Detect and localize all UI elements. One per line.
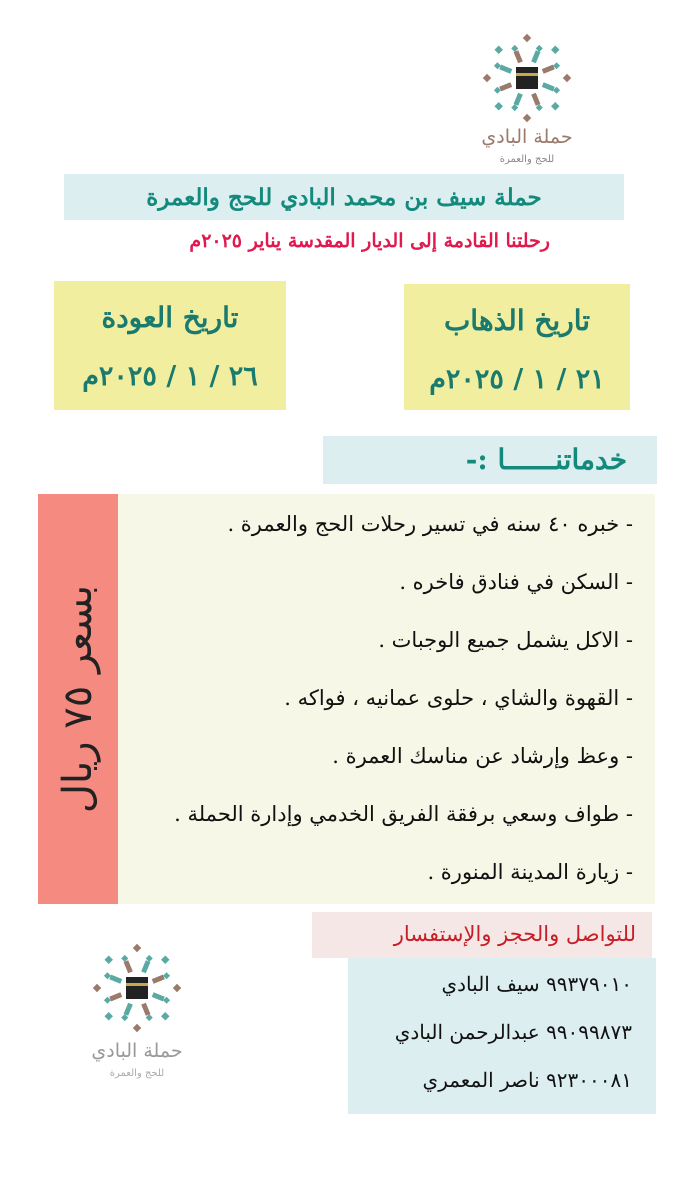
services-heading: خدماتنــــــا :- — [323, 436, 657, 484]
contact-heading: للتواصل والحجز والإستفسار — [312, 912, 652, 958]
price-label: بسعر ٧٥ ريال — [55, 584, 101, 814]
return-date-label: تاريخ العودة — [101, 301, 239, 334]
service-item: - طواف وسعي برفقة الفريق الخدمي وإدارة الحملة . — [174, 802, 633, 826]
service-item: - وعظ وإرشاد عن مناسك العمرة . — [332, 744, 633, 768]
price-strip — [38, 494, 118, 904]
contact-line: ٩٢٣٠٠٠٨١ ناصر المعمري — [422, 1068, 632, 1092]
logo-name: حملة البادي — [91, 1040, 183, 1062]
service-item: - الاكل يشمل جميع الوجبات . — [378, 628, 633, 652]
bottom-logo — [78, 936, 196, 1096]
return-date-value: ٢٦ / ١ / ٢٠٢٥م — [82, 361, 258, 392]
departure-date-label: تاريخ الذهاب — [443, 304, 591, 337]
contact-line: ٩٩٠٩٩٨٧٣ عبدالرحمن البادي — [394, 1020, 632, 1044]
logo-name: حملة البادي — [481, 126, 573, 148]
page-title: حملة سيف بن محمد البادي للحج والعمرة — [146, 183, 542, 211]
trip-subtitle: رحلتنا القادمة إلى الديار المقدسة يناير ٢٠٢٥م — [189, 230, 550, 252]
service-item: - خبره ٤٠ سنه في تسير رحلات الحج والعمرة . — [227, 512, 633, 536]
departure-date-card — [404, 284, 630, 410]
kaaba-emblem-icon — [78, 936, 196, 1036]
departure-date-value: ٢١ / ١ / ٢٠٢٥م — [429, 364, 605, 395]
services-list — [118, 494, 655, 904]
top-logo — [472, 26, 582, 176]
service-item: - زيارة المدينة المنورة . — [427, 860, 633, 884]
service-item: - القهوة والشاي ، حلوى عمانيه ، فواكه . — [284, 686, 633, 710]
title-banner — [64, 174, 624, 220]
contact-list — [348, 958, 656, 1114]
service-item: - السكن في فنادق فاخره . — [399, 570, 633, 594]
logo-subtitle: للحج والعمرة — [499, 154, 555, 165]
kaaba-emblem-icon — [472, 26, 582, 126]
return-date-card — [54, 281, 286, 410]
logo-subtitle: للحج والعمرة — [109, 1068, 165, 1079]
contact-line: ٩٩٣٧٩٠١٠ سيف البادي — [441, 972, 632, 996]
